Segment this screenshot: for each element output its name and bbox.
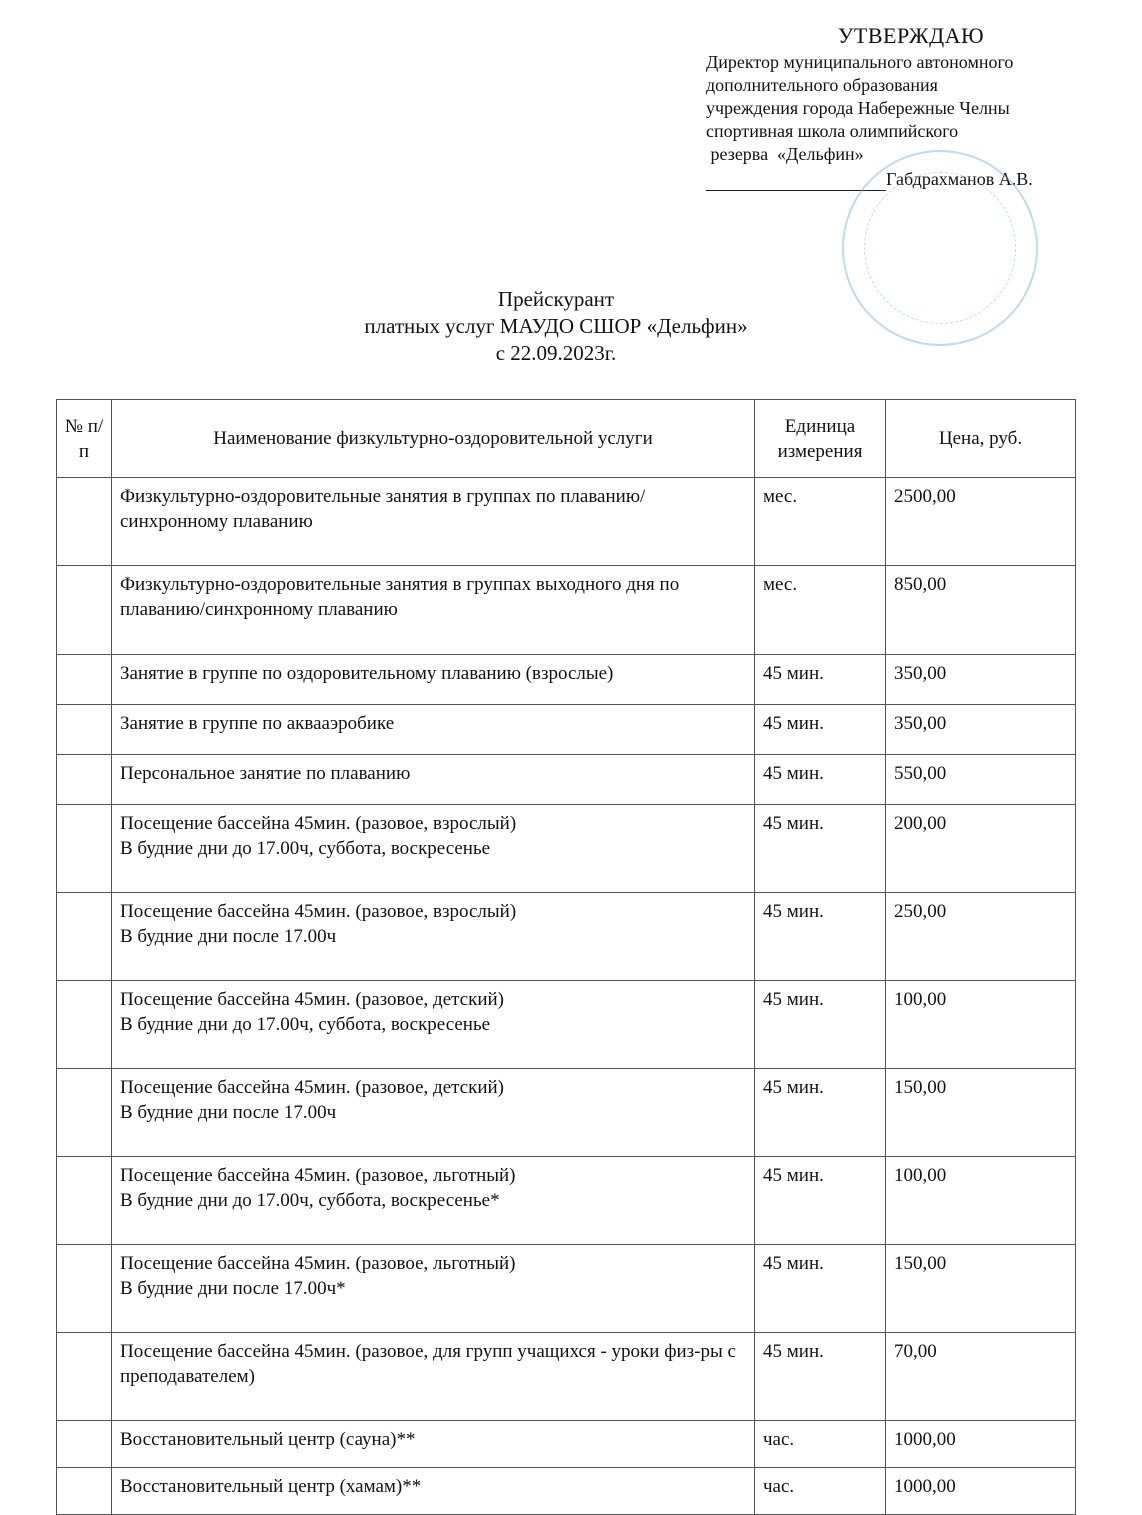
- row-unit: 45 мин.: [755, 893, 886, 981]
- table-row: [57, 655, 1076, 705]
- row-price: 1000,00: [886, 1421, 1076, 1468]
- row-price: 100,00: [886, 981, 1076, 1069]
- row-num: [57, 1468, 112, 1515]
- signature-blank: [706, 172, 886, 191]
- table-row: [57, 755, 1076, 805]
- row-price: 1000,00: [886, 1468, 1076, 1515]
- row-name: Посещение бассейна 45мин. (разовое, взрослый) В будние дни до 17.00ч, суббота, воскресенье: [112, 805, 755, 893]
- row-unit: мес.: [755, 478, 886, 566]
- approval-heading: УТВЕРЖДАЮ: [837, 23, 985, 48]
- approval-line: Директор муниципального автономного: [706, 52, 1014, 72]
- row-name: Восстановительный центр (хамам)**: [112, 1468, 755, 1515]
- row-num: [57, 1157, 112, 1245]
- row-price: 2500,00: [886, 478, 1076, 566]
- row-num: [57, 805, 112, 893]
- title-line-2: платных услуг МАУДО СШОР «Дельфин»: [364, 314, 748, 338]
- row-unit: 45 мин.: [755, 705, 886, 755]
- row-num: [57, 655, 112, 705]
- row-price: 350,00: [886, 655, 1076, 705]
- table-row: [57, 1468, 1076, 1515]
- row-price: 250,00: [886, 893, 1076, 981]
- row-name: Физкультурно-оздоровительные занятия в группах выходного дня по плаванию/синхронному плаванию: [112, 566, 755, 655]
- row-name: Посещение бассейна 45мин. (разовое, льготный) В будние дни после 17.00ч*: [112, 1245, 755, 1333]
- row-unit: 45 мин.: [755, 1157, 886, 1245]
- row-name: Физкультурно-оздоровительные занятия в группах по плаванию/синхронному плаванию: [112, 478, 755, 566]
- table-header-row: [57, 400, 1076, 478]
- table-row: [57, 1069, 1076, 1157]
- approval-line: резерва «Дельфин»: [706, 144, 864, 164]
- row-price: 550,00: [886, 755, 1076, 805]
- title-line-1: Прейскурант: [497, 287, 615, 311]
- approval-line: учреждения города Набережные Челны: [706, 98, 1010, 118]
- row-name: Посещение бассейна 45мин. (разовое, для групп учащихся - уроки физ-ры с преподавателем): [112, 1333, 755, 1421]
- row-name: Посещение бассейна 45мин. (разовое, льготный) В будние дни до 17.00ч, суббота, воскресенье*: [112, 1157, 755, 1245]
- table-row: [57, 981, 1076, 1069]
- title-line-3: с 22.09.2023г.: [495, 341, 617, 365]
- row-price: 100,00: [886, 1157, 1076, 1245]
- row-num: [57, 981, 112, 1069]
- row-price: 150,00: [886, 1069, 1076, 1157]
- table-row: [57, 705, 1076, 755]
- row-num: [57, 1245, 112, 1333]
- row-num: [57, 566, 112, 655]
- header-unit: Единица измерения: [755, 400, 886, 478]
- header-num: № п/п: [57, 400, 112, 478]
- row-price: 70,00: [886, 1333, 1076, 1421]
- row-num: [57, 755, 112, 805]
- row-num: [57, 705, 112, 755]
- row-num: [57, 1069, 112, 1157]
- row-unit: 45 мин.: [755, 981, 886, 1069]
- row-unit: 45 мин.: [755, 1069, 886, 1157]
- row-num: [57, 478, 112, 566]
- row-unit: 45 мин.: [755, 755, 886, 805]
- row-name: Занятие в группе по оздоровительному плаванию (взрослые): [112, 655, 755, 705]
- row-name: Посещение бассейна 45мин. (разовое, взрослый) В будние дни после 17.00ч: [112, 893, 755, 981]
- row-price: 200,00: [886, 805, 1076, 893]
- table-row: [57, 1157, 1076, 1245]
- row-num: [57, 893, 112, 981]
- row-unit: час.: [755, 1421, 886, 1468]
- table-row: [57, 478, 1076, 566]
- table-row: [57, 1245, 1076, 1333]
- table-row: [57, 805, 1076, 893]
- table-row: [57, 566, 1076, 655]
- row-name: Восстановительный центр (сауна)**: [112, 1421, 755, 1468]
- row-name: Посещение бассейна 45мин. (разовое, детский) В будние дни до 17.00ч, суббота, воскресенье: [112, 981, 755, 1069]
- row-unit: 45 мин.: [755, 655, 886, 705]
- row-price: 850,00: [886, 566, 1076, 655]
- price-table: [56, 399, 1076, 1515]
- row-num: [57, 1421, 112, 1468]
- row-unit: 45 мин.: [755, 1333, 886, 1421]
- row-unit: мес.: [755, 566, 886, 655]
- row-unit: 45 мин.: [755, 1245, 886, 1333]
- header-name: Наименование физкультурно-оздоровительной услуги: [112, 400, 755, 478]
- row-name: Персональное занятие по плаванию: [112, 755, 755, 805]
- row-name: Занятие в группе по аквааэробике: [112, 705, 755, 755]
- row-unit: 45 мин.: [755, 805, 886, 893]
- row-price: 150,00: [886, 1245, 1076, 1333]
- row-unit: час.: [755, 1468, 886, 1515]
- row-num: [57, 1333, 112, 1421]
- approval-line: дополнительного образования: [706, 75, 938, 95]
- approval-line: спортивная школа олимпийского: [706, 121, 959, 141]
- signature-name: Габдрахманов А.В.: [886, 169, 1033, 189]
- document-title: [0, 286, 1142, 367]
- table-row: [57, 1421, 1076, 1468]
- header-price: Цена, руб.: [886, 400, 1076, 478]
- row-name: Посещение бассейна 45мин. (разовое, детский) В будние дни после 17.00ч: [112, 1069, 755, 1157]
- table-row: [57, 893, 1076, 981]
- row-price: 350,00: [886, 705, 1076, 755]
- table-row: [57, 1333, 1076, 1421]
